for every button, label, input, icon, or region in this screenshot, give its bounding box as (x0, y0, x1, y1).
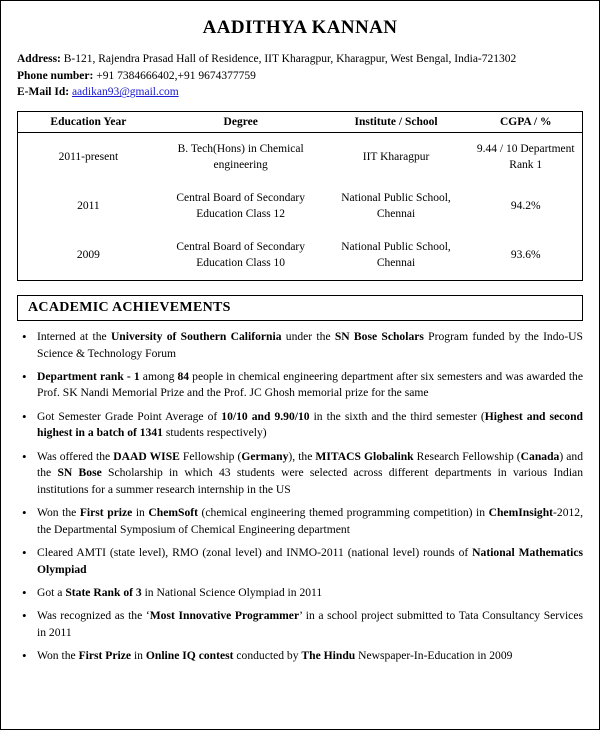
table-row (18, 182, 583, 231)
list-item: • Won the First prize in ChemSoft (chemical engineering themed programming competition) in ChemInsight-2012, the Departmental Symposium of Chemical Engineering department (17, 505, 583, 538)
list-item: • Got Semester Grade Point Average of 10/10 and 9.90/10 in the sixth and the third semester (Highest and second highest in a batch of 1341 students respectively) (17, 409, 583, 442)
table-row (18, 231, 583, 281)
cell-score: 9.44 / 10 Department Rank 1 (476, 143, 575, 171)
cell-institute: IIT Kharagpur (362, 150, 430, 163)
address-row (17, 51, 583, 68)
cell-score: 93.6% (510, 248, 541, 261)
section-header-achievements: ACADEMIC ACHIEVEMENTS (17, 295, 583, 321)
page-title: AADITHYA KANNAN (202, 17, 398, 38)
column-header-year: Education Year (18, 112, 159, 133)
table-header-row (18, 112, 583, 133)
cell-degree: Central Board of Secondary Education Class 10 (176, 241, 306, 269)
list-item: • Was offered the DAAD WISE Fellowship (Germany), the MITACS Globalink Research Fellowship (Canada) and the SN Bose Scholarship in which 43 students were selected across different departments in various Indian institutions for a summer research internship in the US (17, 449, 583, 498)
phone-label: Phone number: (17, 69, 94, 82)
cell-year: 2011 (77, 199, 100, 212)
cell-score: 94.2% (510, 199, 541, 212)
cell-institute: National Public School, Chennai (341, 192, 451, 220)
column-header-degree: Degree (159, 112, 323, 133)
achievements-list (17, 329, 583, 665)
list-item: • Cleared AMTI (state level), RMO (zonal level) and INMO-2011 (national level) rounds of National Mathematics Olympiad (17, 545, 583, 578)
contact-block (17, 51, 583, 101)
cell-degree: B. Tech(Hons) in Chemical engineering (177, 143, 304, 171)
cell-institute: National Public School, Chennai (341, 241, 451, 269)
column-header-institute: Institute / School (323, 112, 470, 133)
list-item: • Interned at the University of Southern California under the SN Bose Scholars Program funded by the Indo-US Science & Technology Forum (17, 329, 583, 362)
education-table (17, 111, 583, 281)
list-item: • Got a State Rank of 3 in National Science Olympiad in 2011 (17, 585, 583, 601)
table-row (18, 133, 583, 183)
email-label: E-Mail Id: (17, 86, 70, 99)
email-link[interactable]: aadikan93@gmail.com (71, 86, 179, 99)
address-value: B-121, Rajendra Prasad Hall of Residence, IIT Kharagpur, Kharagpur, West Bengal, India-721302 (60, 53, 517, 65)
phone-row (17, 68, 583, 85)
column-header-score: CGPA / % (469, 112, 582, 133)
list-item: • Won the First Prize in Online IQ contest conducted by The Hindu Newspaper-In-Education in 2009 (17, 648, 583, 664)
email-row (17, 84, 583, 101)
cell-degree: Central Board of Secondary Education Class 12 (176, 192, 306, 220)
cell-year: 2011-present (58, 150, 119, 163)
list-item: • Department rank - 1 among 84 people in chemical engineering department after six semesters and was awarded the Prof. SK Nandi Memorial Prize and the Prof. JC Ghosh memorial prize for the same (17, 369, 583, 402)
list-item: • Was recognized as the ‘Most Innovative Programmer’ in a school project submitted to Tata Consultancy Services in 2011 (17, 608, 583, 641)
phone-value: +91 7384666402,+91 9674377759 (93, 69, 256, 82)
address-label: Address: (17, 53, 61, 65)
cell-year: 2009 (76, 248, 100, 261)
